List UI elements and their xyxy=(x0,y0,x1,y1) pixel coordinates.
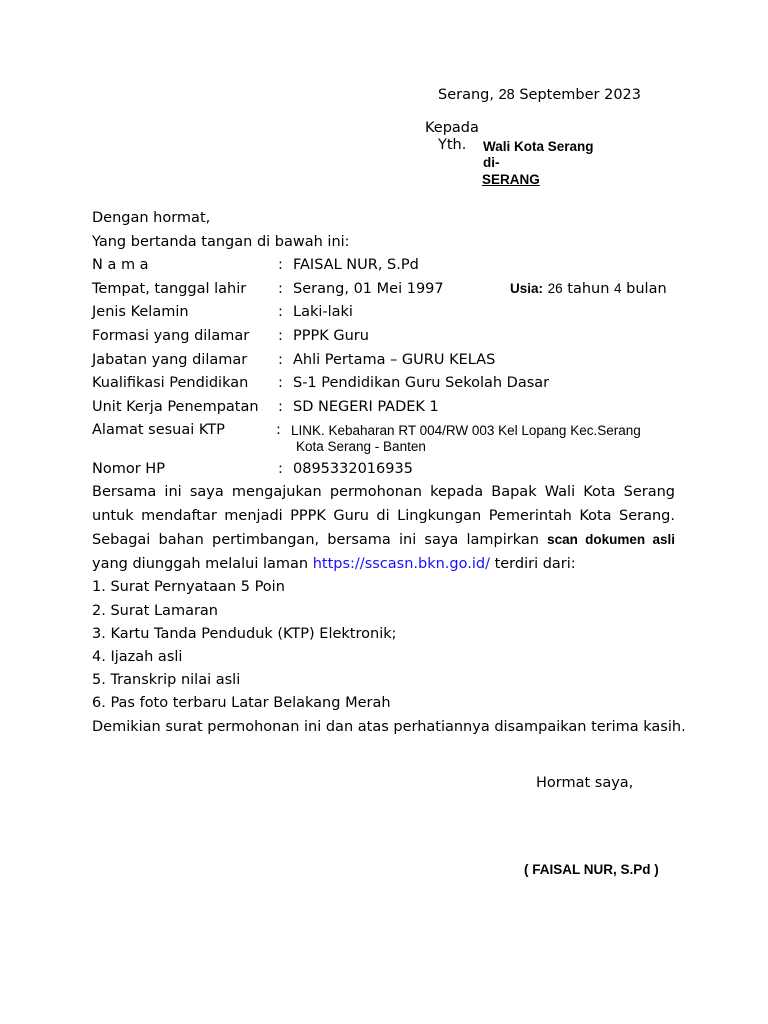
field-label-jabatan: Jabatan yang dilamar xyxy=(92,352,248,368)
sscasn-link[interactable]: https://sscasn.bkn.go.id/ xyxy=(312,556,490,572)
body-line-4-suffix: terdiri dari: xyxy=(494,556,576,572)
field-label-nomor-hp: Nomor HP xyxy=(92,461,165,477)
field-label-jenis-kelamin: Jenis Kelamin xyxy=(92,304,189,320)
usia-label: Usia: xyxy=(510,281,544,296)
field-colon: : xyxy=(278,257,283,273)
recipient-di: di- xyxy=(483,155,500,170)
date-month-year: September 2023 xyxy=(519,87,642,103)
date-place: Serang, xyxy=(438,87,494,103)
list-item: 4. Ijazah asli xyxy=(92,649,183,665)
field-value-jabatan: Ahli Pertama – GURU KELAS xyxy=(293,352,496,368)
date-day: 28 xyxy=(498,87,515,103)
body-line-3-bold: scan dokumen asli xyxy=(547,532,676,547)
list-item: 1. Surat Pernyataan 5 Poin xyxy=(92,579,285,595)
field-colon: : xyxy=(278,399,283,415)
usia-years: 26 xyxy=(547,281,563,296)
field-colon: : xyxy=(276,422,281,438)
field-value-jenis-kelamin: Laki-laki xyxy=(293,304,353,320)
intro-text: Yang bertanda tangan di bawah ini: xyxy=(92,234,350,250)
field-colon: : xyxy=(278,461,283,477)
letter-date xyxy=(438,87,641,103)
field-label-alamat: Alamat sesuai KTP xyxy=(92,422,225,438)
list-item: 2. Surat Lamaran xyxy=(92,603,218,619)
field-value-kualifikasi: S-1 Pendidikan Guru Sekolah Dasar xyxy=(293,375,550,391)
closing-text: Demikian surat permohonan ini dan atas perhatiannya disampaikan terima kasih. xyxy=(92,719,686,735)
list-item: 5. Transkrip nilai asli xyxy=(92,672,241,688)
body-line-3-text: Sebagai bahan pertimbangan, bersama ini saya lampirkan xyxy=(92,532,539,548)
recipient-yth: Yth. xyxy=(438,137,467,153)
field-value-alamat-line1: LINK. Kebaharan RT 004/RW 003 Kel Lopang Kec.Serang xyxy=(291,423,641,438)
field-colon: : xyxy=(278,281,283,297)
body-line-4-prefix: yang diunggah melalui laman xyxy=(92,556,309,572)
field-label-kualifikasi: Kualifikasi Pendidikan xyxy=(92,375,249,391)
recipient-city: SERANG xyxy=(482,172,540,187)
body-line-2: untuk mendaftar menjadi PPPK Guru di Lingkungan Pemerintah Kota Serang. xyxy=(92,508,675,524)
field-value-nomor-hp: 0895332016935 xyxy=(293,461,413,477)
field-value-formasi: PPPK Guru xyxy=(293,328,369,344)
field-usia xyxy=(510,281,667,297)
field-colon: : xyxy=(278,375,283,391)
field-label-nama: N a m a xyxy=(92,257,149,273)
field-colon: : xyxy=(278,352,283,368)
recipient-name: Wali Kota Serang xyxy=(483,139,594,154)
field-label-ttl: Tempat, tanggal lahir xyxy=(92,281,247,297)
field-colon: : xyxy=(278,304,283,320)
field-label-unit-kerja: Unit Kerja Penempatan xyxy=(92,399,259,415)
field-value-unit-kerja: SD NEGERI PADEK 1 xyxy=(293,399,439,415)
body-line-1: Bersama ini saya mengajukan permohonan kepada Bapak Wali Kota Serang xyxy=(92,484,675,500)
greeting: Dengan hormat, xyxy=(92,210,211,226)
usia-months: 4 xyxy=(614,281,622,296)
body-line-4 xyxy=(92,556,576,572)
field-value-nama: FAISAL NUR, S.Pd xyxy=(293,257,419,273)
body-line-3 xyxy=(92,532,675,548)
field-value-alamat-line2: Kota Serang - Banten xyxy=(296,439,426,454)
usia-months-unit: bulan xyxy=(626,281,667,297)
recipient-kepada: Kepada xyxy=(425,120,479,136)
list-item: 3. Kartu Tanda Penduduk (KTP) Elektronik; xyxy=(92,626,397,642)
signature-salutation: Hormat saya, xyxy=(536,775,634,791)
field-value-ttl: Serang, 01 Mei 1997 xyxy=(293,281,444,297)
field-label-formasi: Formasi yang dilamar xyxy=(92,328,250,344)
signature-name: ( FAISAL NUR, S.Pd ) xyxy=(524,862,659,877)
usia-years-unit: tahun xyxy=(567,281,610,297)
list-item: 6. Pas foto terbaru Latar Belakang Merah xyxy=(92,695,391,711)
field-colon: : xyxy=(278,328,283,344)
